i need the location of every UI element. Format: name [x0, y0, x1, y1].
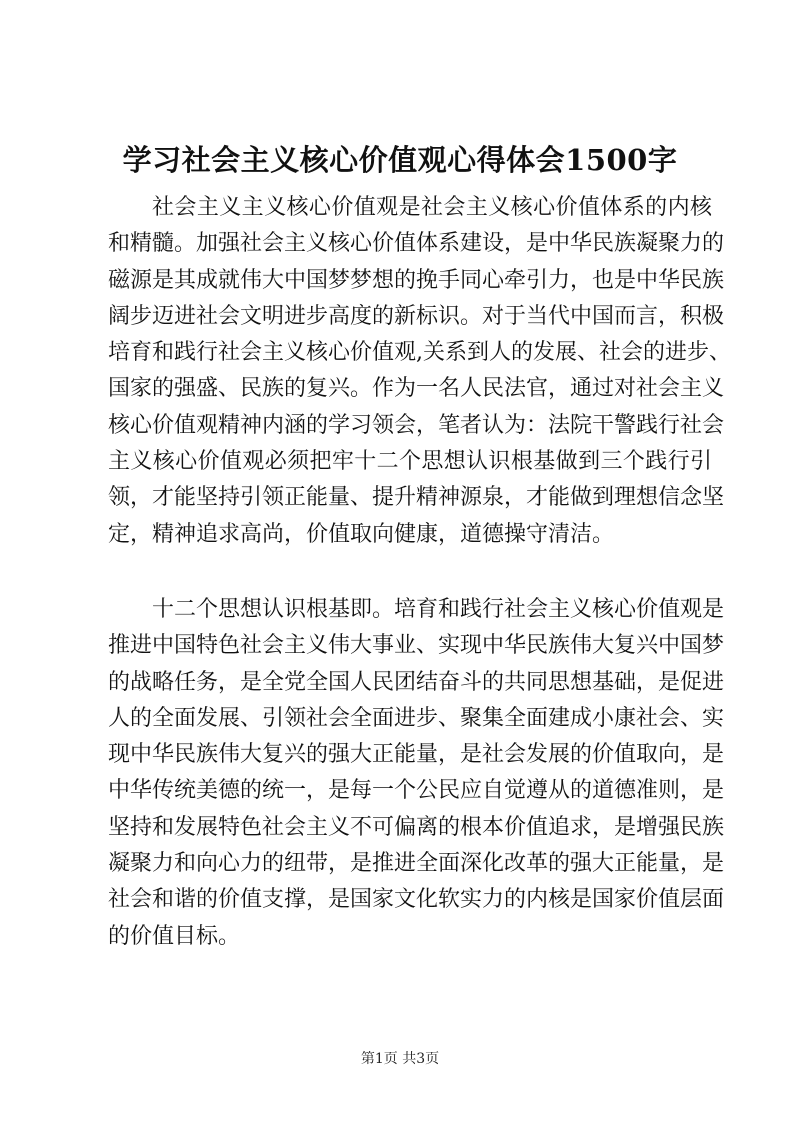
page-number: 第1页 共3页 — [360, 1051, 440, 1067]
paragraph-line: 社会和谐的价值支撑，是国家文化软实力的内核是国家价值层面 — [108, 887, 725, 913]
paragraph-line: 推进中国特色社会主义伟大事业、实现中华民族伟大复兴中国梦 — [108, 633, 725, 659]
paragraph-line: 定，精神追求高尚，价值取向健康，道德操守清洁。 — [108, 521, 615, 547]
paragraph-line: 领，才能坚持引领正能量、提升精神源泉，才能做到理想信念坚 — [108, 485, 725, 511]
paragraph-line: 国家的强盛、民族的复兴。作为一名人民法官，通过对社会主义 — [108, 376, 725, 402]
paragraph-line: 中华传统美德的统一，是每一个公民应自觉遵从的道德准则，是 — [108, 778, 725, 804]
paragraph-line: 核心价值观精神内涵的学习领会，笔者认为：法院干警践行社会 — [108, 412, 725, 438]
paragraph-line: 坚持和发展特色社会主义不可偏离的根本价值追求，是增强民族 — [108, 814, 725, 840]
paragraph-line: 磁源是其成就伟大中国梦梦想的挽手同心牵引力，也是中华民族 — [108, 267, 725, 293]
paragraph-line: 凝聚力和向心力的纽带，是推进全面深化改革的强大正能量，是 — [108, 851, 725, 877]
paragraph-line: 主义核心价值观必须把牢十二个思想认识根基做到三个践行引 — [108, 449, 712, 475]
paragraph-line: 的价值目标。 — [108, 923, 241, 949]
paragraph-2 — [108, 592, 725, 955]
paragraph-line: 的战略任务，是全党全国人民团结奋斗的共同思想基础，是促进 — [108, 669, 725, 695]
document-title: 学习社会主义核心价值观心得体会1500字 — [122, 143, 678, 177]
paragraph-line: 人的全面发展、引领社会全面进步、聚集全面建成小康社会、实 — [108, 705, 725, 731]
paragraph-line: 和精髓。加强社会主义核心价值体系建设，是中华民族凝聚力的 — [108, 231, 725, 257]
paragraph-1 — [108, 190, 731, 553]
paragraph-line: 阔步迈进社会文明进步高度的新标识。对于当代中国而言，积极 — [108, 303, 725, 329]
paragraph-line: 培育和践行社会主义核心价值观,关系到人的发展、社会的进步、 — [108, 340, 731, 366]
paragraph-line: 社会主义主义核心价值观是社会主义核心价值体系的内核 — [152, 195, 712, 220]
paragraph-line: 现中华民族伟大复兴的强大正能量，是社会发展的价值取向，是 — [108, 742, 725, 768]
paragraph-line: 十二个思想认识根基即。培育和践行社会主义核心价值观是 — [152, 597, 725, 622]
